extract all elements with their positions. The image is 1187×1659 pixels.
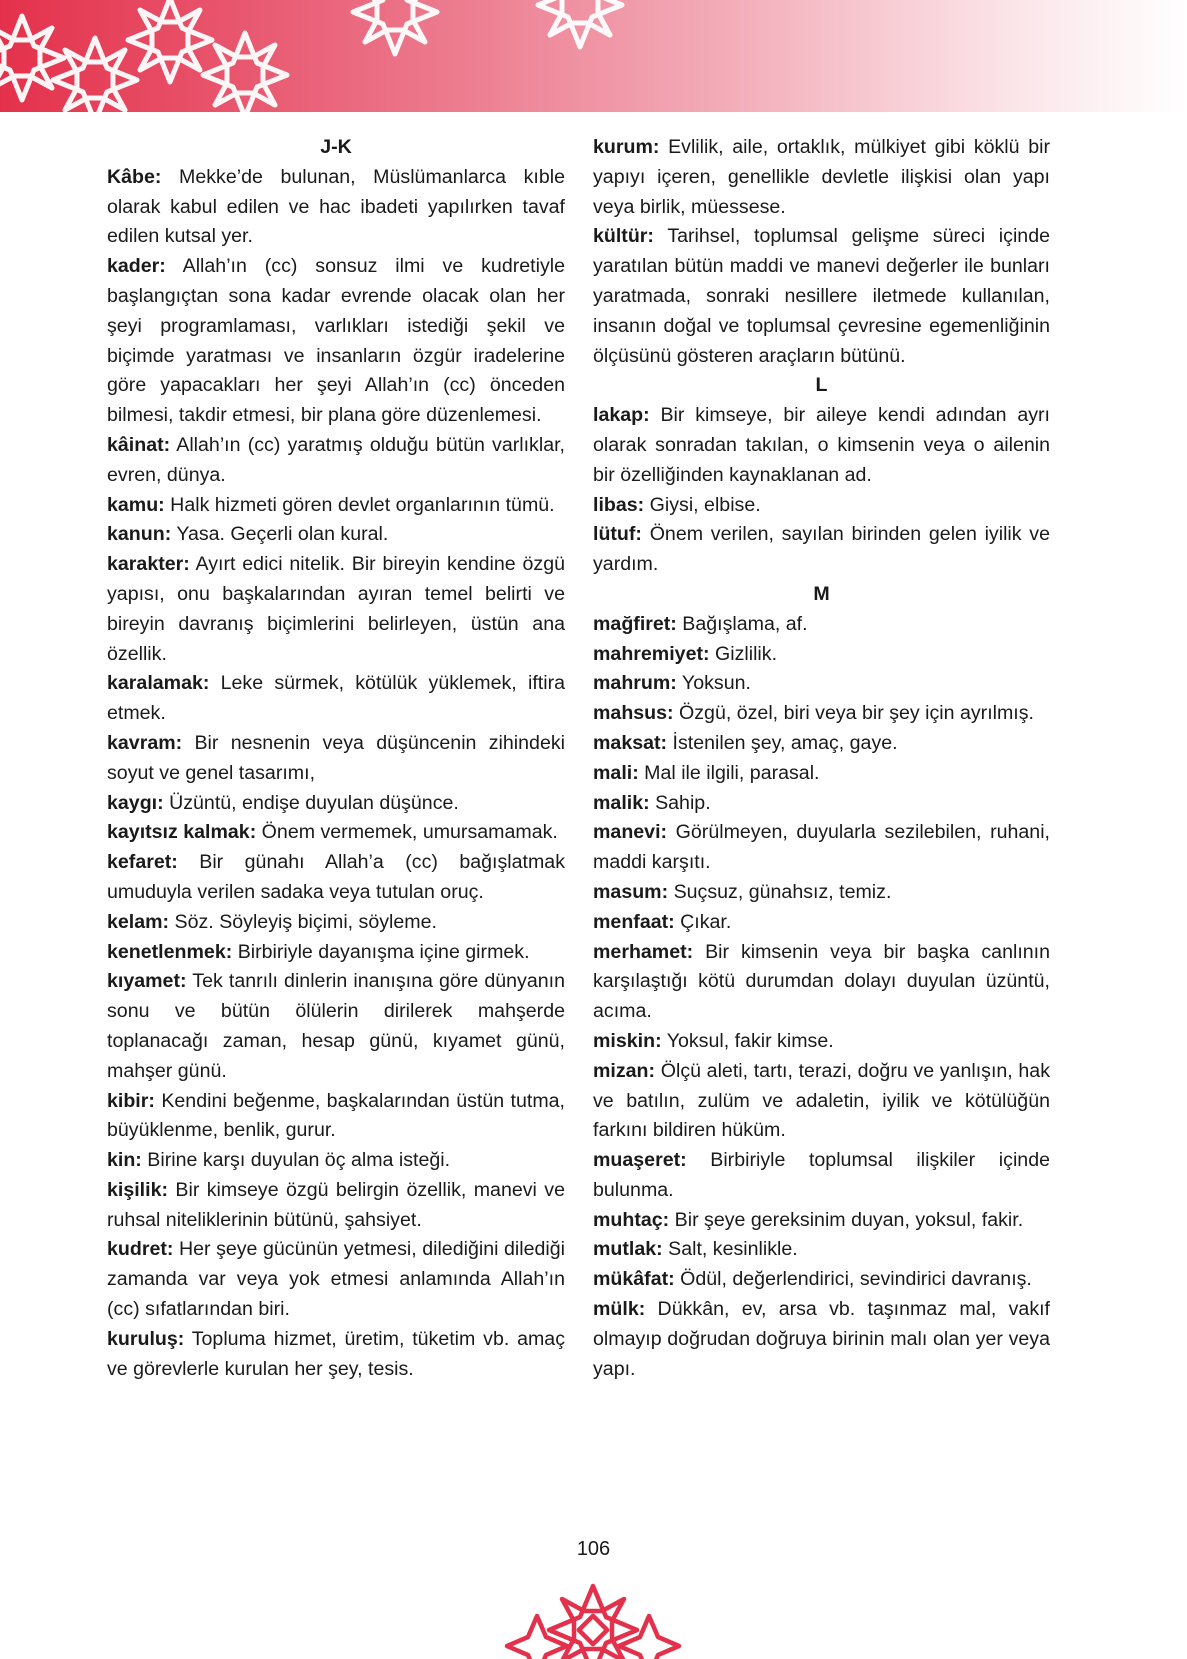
glossary-entry (593, 1235, 1050, 1265)
entry-term: mizan: (593, 1059, 656, 1082)
right-column (593, 133, 1050, 1384)
entry-term: mahrum: (593, 672, 677, 695)
entry-definition: Bir nesnenin veya düşüncenin zihindeki soyut ve genel tasarımı, (107, 731, 565, 784)
glossary-entry (593, 1265, 1050, 1295)
entry-definition: Evlilik, aile, ortaklık, mülkiyet gibi köklü bir yapıyı içeren, genellikle devletle ilişkisi olan yapı veya birlik, müessese. (593, 136, 1050, 218)
entry-definition: Önem vermemek, umursamamak. (256, 821, 558, 844)
glossary-entry (107, 431, 565, 491)
entry-term: kader: (107, 255, 166, 278)
entry-term: karalamak: (107, 672, 210, 695)
glossary-entry (107, 729, 565, 789)
entry-term: kin: (107, 1149, 142, 1172)
entry-term: lakap: (593, 404, 650, 427)
glossary-entry (593, 133, 1050, 222)
entry-definition: Her şeye gücünün yetmesi, dilediğini dilediği zamanda var veya yok etmesi anlamında Allah’ın (cc) sıfatlarından biri. (107, 1238, 565, 1321)
entry-definition: Halk hizmeti gören devlet organlarının tümü. (164, 493, 555, 516)
glossary-entry (593, 640, 1050, 670)
entry-term: muhtaç: (593, 1208, 670, 1231)
entry-term: miskin: (593, 1029, 662, 1052)
entry-term: karakter: (107, 553, 190, 576)
entry-definition: Görülmeyen, duyularla sezilebilen, ruhani, maddi karşıtı. (593, 821, 1050, 874)
entry-definition: Bir kimseye özgü belirgin özellik, manevi ve ruhsal niteliklerinin bütünü, şahsiyet. (107, 1178, 565, 1231)
entry-term: mahsus: (593, 702, 674, 725)
entry-term: manevi: (593, 821, 668, 844)
entry-term: kanun: (107, 523, 172, 546)
glossary-entry (107, 550, 565, 669)
glossary-entry (593, 1206, 1050, 1236)
entry-definition: Yasa. Geçerli olan kural. (171, 523, 389, 546)
entry-definition: Birine karşı duyulan öç alma isteği. (141, 1149, 451, 1172)
glossary-entry (593, 520, 1050, 580)
entry-definition: Yoksun. (676, 672, 751, 695)
glossary-entry (107, 908, 565, 938)
glossary-entry (107, 252, 565, 431)
glossary-entry (593, 222, 1050, 371)
entry-definition: Sahip. (649, 791, 711, 814)
glossary-entry (593, 818, 1050, 878)
entry-term: kâinat: (107, 433, 171, 456)
entry-term: mahremiyet: (593, 642, 710, 665)
entry-definition: Bir günahı Allah’a (cc) bağışlatmak umuduyla verilen sadaka veya tutulan oruç. (107, 851, 565, 903)
glossary-entry (593, 878, 1050, 908)
left-column (107, 133, 565, 1384)
glossary-entry (593, 401, 1050, 490)
entry-term: kültür: (593, 225, 654, 248)
glossary-entry (593, 729, 1050, 759)
entry-term: mülk: (593, 1298, 646, 1321)
entry-definition: Üzüntü, endişe duyulan düşünce. (163, 791, 459, 814)
glossary-entry (107, 1176, 565, 1236)
entry-term: kavram: (107, 731, 183, 754)
entry-term: kuruluş: (107, 1327, 185, 1350)
glossary-entry (107, 669, 565, 729)
glossary-entry (593, 491, 1050, 521)
entry-definition: Birbiriyle toplumsal ilişkiler içinde bulunma. (593, 1149, 1050, 1201)
entry-term: Kâbe: (107, 165, 162, 188)
entry-term: kefaret: (107, 851, 178, 874)
entry-term: kıyamet: (107, 970, 187, 993)
entry-definition: Tek tanrılı dinlerin inanışına göre dünyanın sonu ve bütün ölülerin dirilerek mahşerde toplanacağı zaman, hesap günü, kıyamet günü, mahşer günü. (107, 970, 565, 1082)
entry-definition: Önem verilen, sayılan birinden gelen iyilik ve yardım. (593, 523, 1050, 576)
glossary-entry (107, 818, 565, 848)
glossary-entry (593, 789, 1050, 819)
entry-definition: Tarihsel, toplumsal gelişme süreci içinde yaratılan bütün maddi ve manevi değerler ile bunları yaratmada, sonraki nesillere iletmede kullanılan, insanın doğal ve toplumsal çevresine egemenliğinin ölçüsünü gösteren araçların bütünü. (593, 225, 1050, 367)
entry-term: muaşeret: (593, 1149, 687, 1172)
glossary-entry (107, 848, 565, 908)
entry-term: merhamet: (593, 940, 694, 963)
islamic-star-ornament-icon (493, 1572, 693, 1659)
entry-term: kibir: (107, 1089, 155, 1112)
entry-definition: Çıkar. (674, 910, 732, 933)
glossary-entry (593, 1027, 1050, 1057)
glossary-entry (593, 1057, 1050, 1146)
letter-heading-m: M (813, 582, 830, 605)
entry-term: mükâfat: (593, 1268, 675, 1291)
entry-definition: Suçsuz, günahsız, temiz. (668, 880, 892, 903)
entry-definition: Yoksul, fakir kimse. (661, 1029, 834, 1052)
entry-definition: Bir kimsenin veya bir başka canlının karşılaştığı kötü durumdan dolayı duyulan üzüntü, acıma. (593, 940, 1050, 1023)
entry-definition: Ölçü aleti, tartı, terazi, doğru ve yanlışın, hak ve batılın, zulüm ve adaletin, iyilik ve kötülüğün farkını bildiren hüküm. (593, 1059, 1050, 1142)
glossary-entry (107, 1146, 565, 1176)
entry-definition: Bir şeye gereksinim duyan, yoksul, fakir. (669, 1208, 1024, 1231)
entry-term: kelam: (107, 910, 170, 933)
glossary-entry (593, 699, 1050, 729)
glossary-entry (107, 491, 565, 521)
glossary-entry (593, 1295, 1050, 1384)
letter-heading-jk: J-K (320, 136, 352, 158)
entry-definition: Allah’ın (cc) yaratmış olduğu bütün varlıklar, evren, dünya. (107, 433, 565, 486)
entry-term: kurum: (593, 136, 660, 158)
islamic-star-pattern-icon (0, 0, 1187, 112)
entry-term: kayıtsız kalmak: (107, 821, 257, 844)
glossary-entry (107, 163, 565, 252)
entry-definition: Söz. Söyleyiş biçimi, söyleme. (169, 910, 437, 933)
entry-definition: Özgü, özel, biri veya bir şey için ayrılmış. (673, 702, 1034, 725)
entry-term: malik: (593, 791, 650, 814)
glossary-entry (107, 967, 565, 1086)
entry-definition: Allah’ın (cc) sonsuz ilmi ve kudretiyle başlangıçtan sona kadar evrende olacak olan her şeyi programlaması, varlıkları istediği şekil ve biçimde yaratması ve insanların özgür iradelerine göre yapacakları her şeyi Allah’ın (cc) önceden bilmesi, takdir etmesi, bir plana göre düzenlemesi. (107, 255, 565, 427)
entry-term: menfaat: (593, 910, 675, 933)
entry-definition: Salt, kesinlikle. (662, 1238, 798, 1261)
entry-term: mutlak: (593, 1238, 663, 1261)
entry-definition: Ödül, değerlendirici, sevindirici davranış. (674, 1268, 1032, 1291)
page-number: 106 (576, 1538, 611, 1560)
glossary-entry (107, 1087, 565, 1147)
entry-definition: Bağışlama, af. (676, 612, 808, 635)
entry-definition: Giysi, elbise. (644, 493, 761, 516)
entry-definition: Ayırt edici nitelik. Bir bireyin kendine özgü yapısı, onu başkalarından ayıran temel belirti ve bireyin davranış biçimlerini belirleyen, üstün ana özellik. (107, 553, 565, 665)
entry-definition: Topluma hizmet, üretim, tüketim vb. amaç ve görevlerle kurulan her şey, tesis. (107, 1327, 565, 1380)
entry-definition: Birbiriyle dayanışma içine girmek. (232, 940, 530, 963)
glossary-entry (107, 520, 565, 550)
entry-definition: Mal ile ilgili, parasal. (638, 761, 820, 784)
entry-term: maksat: (593, 731, 668, 754)
entry-definition: Bir kimseye, bir aileye kendi adından ayrı olarak sonradan takılan, o kimsenin veya o ailenin bir özelliğinden kaynaklanan ad. (593, 404, 1050, 486)
glossary-entry (107, 1325, 565, 1385)
entry-term: libas: (593, 493, 645, 516)
entry-term: lütuf: (593, 523, 642, 546)
glossary-entry (593, 938, 1050, 1027)
entry-term: masum: (593, 880, 669, 903)
glossary-entry (107, 1235, 565, 1324)
glossary-entry (107, 789, 565, 819)
entry-term: kudret: (107, 1238, 174, 1261)
entry-term: kamu: (107, 493, 165, 516)
entry-term: mağfiret: (593, 612, 677, 635)
entry-term: kişilik: (107, 1178, 168, 1201)
entry-definition: Dükkân, ev, arsa vb. taşınmaz mal, vakıf olmayıp doğrudan doğruya birinin malı olan yer veya yapı. (593, 1298, 1050, 1380)
glossary-entry (593, 669, 1050, 699)
entry-definition: İstenilen şey, amaç, gaye. (667, 731, 898, 754)
glossary-entry (593, 908, 1050, 938)
header-decoration (0, 0, 1187, 112)
glossary-entry (593, 1146, 1050, 1206)
entry-definition: Mekke’de bulunan, Müslümanlarca kıble olarak kabul edilen ve hac ibadeti yapılırken tavaf edilen kutsal yer. (107, 165, 565, 248)
glossary-entry (593, 759, 1050, 789)
entry-definition: Gizlilik. (709, 642, 778, 665)
entry-definition: Leke sürmek, kötülük yüklemek, iftira etmek. (107, 672, 565, 725)
entry-term: kenetlenmek: (107, 940, 233, 963)
glossary-entry (107, 938, 565, 968)
entry-term: kaygı: (107, 791, 164, 814)
letter-heading-l: L (815, 374, 828, 397)
entry-term: mali: (593, 761, 639, 784)
glossary-entry (593, 610, 1050, 640)
entry-definition: Kendini beğenme, başkalarından üstün tutma, büyüklenme, benlik, gurur. (107, 1089, 565, 1142)
